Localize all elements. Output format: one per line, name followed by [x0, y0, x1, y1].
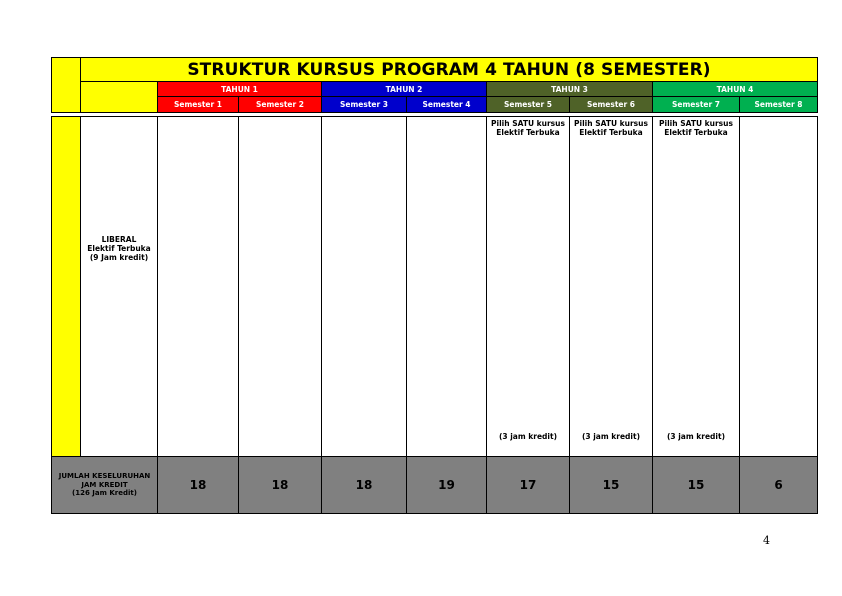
total-sem-7: 15: [652, 456, 740, 514]
sem-4-cell: [406, 116, 487, 457]
sem-5-cell: [486, 116, 570, 457]
total-sem-6: 15: [569, 456, 653, 514]
page-title: STRUKTUR KURSUS PROGRAM 4 TAHUN (8 SEMESTER): [80, 57, 818, 82]
semester-4-header: Semester 4: [406, 96, 487, 113]
sem-5-credits: (3 jam kredit): [498, 432, 558, 441]
liberal-credits: (9 Jam kredit): [89, 253, 149, 262]
sem-5-elective-line1: Pilih SATU kursus: [491, 119, 565, 128]
total-sem-1: 18: [157, 456, 239, 514]
sem-3-cell: [321, 116, 407, 457]
sem-7-credits: (3 jam kredit): [666, 432, 726, 441]
semester-5-header: Semester 5: [486, 96, 570, 113]
total-sem-4: 19: [406, 456, 487, 514]
sem-8-cell: [739, 116, 818, 457]
year-3-header: TAHUN 3: [486, 81, 653, 97]
liberal-subtitle: Elektif Terbuka: [87, 244, 151, 253]
total-sem-2: 18: [238, 456, 322, 514]
sem-2-cell: [238, 116, 322, 457]
semester-2-header: Semester 2: [238, 96, 322, 113]
page-number: 4: [763, 534, 770, 547]
sem-7-cell: [652, 116, 740, 457]
semester-1-header: Semester 1: [157, 96, 239, 113]
liberal-title: LIBERAL: [101, 235, 137, 244]
left-strip-header: [51, 57, 81, 113]
total-label-line2: JAM KREDIT: [81, 480, 128, 489]
semester-3-header: Semester 3: [321, 96, 407, 113]
sem-6-credits: (3 jam kredit): [581, 432, 641, 441]
total-sem-5: 17: [486, 456, 570, 514]
left-strip-body: [51, 116, 81, 457]
header-label-cell: [80, 81, 158, 113]
sem-7-elective-line1: Pilih SATU kursus: [659, 119, 733, 128]
sem-6-elective-line2: Elektif Terbuka: [579, 128, 643, 137]
sem-7-elective-line2: Elektif Terbuka: [664, 128, 728, 137]
sem-6-elective-line1: Pilih SATU kursus: [574, 119, 648, 128]
semester-7-header: Semester 7: [652, 96, 740, 113]
sem-5-elective-line2: Elektif Terbuka: [496, 128, 560, 137]
year-2-header: TAHUN 2: [321, 81, 487, 97]
total-sem-3: 18: [321, 456, 407, 514]
year-4-header: TAHUN 4: [652, 81, 818, 97]
sem-6-cell: [569, 116, 653, 457]
total-label-line3: (126 Jam Kredit): [72, 489, 137, 498]
total-label-line1: JUMLAH KESELURUHAN: [58, 472, 151, 481]
semester-6-header: Semester 6: [569, 96, 653, 113]
year-1-header: TAHUN 1: [157, 81, 322, 97]
sem-1-cell: [157, 116, 239, 457]
semester-8-header: Semester 8: [739, 96, 818, 113]
total-sem-8: 6: [739, 456, 818, 514]
total-label-cell: [51, 456, 158, 514]
liberal-label-cell: [80, 116, 158, 457]
